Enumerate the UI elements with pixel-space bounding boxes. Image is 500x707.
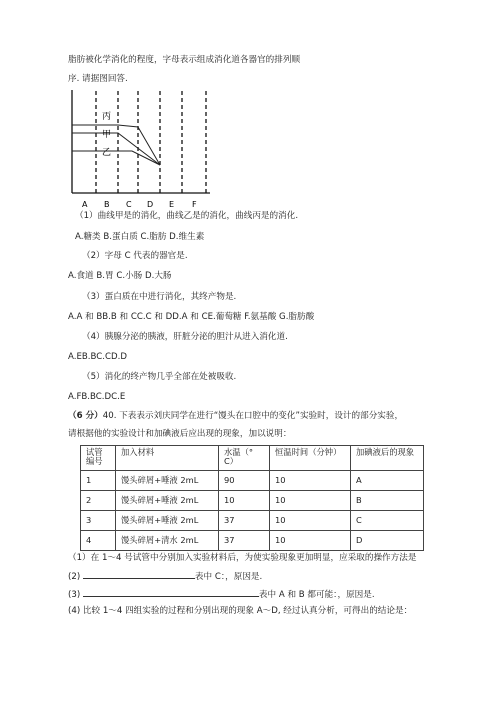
answer-2 — [68, 570, 262, 583]
curve-yi — [72, 151, 160, 165]
question-1: （1）曲线甲是的消化，曲线乙是的消化，曲线丙是的消化. — [75, 211, 299, 221]
question-2: （2）字母 C 代表的器官是. — [82, 251, 188, 261]
cell-tube: 1 — [81, 471, 116, 491]
header-material: 加入材料 — [116, 446, 219, 471]
experiment-table — [80, 445, 424, 551]
table-row — [81, 511, 424, 531]
question-2-options: A.食道 B.胃 C.小肠 D.大肠 — [68, 271, 172, 281]
table-row — [81, 491, 424, 511]
organ-label-d: D — [147, 200, 154, 209]
answer-3-blank — [83, 588, 259, 597]
answer-2-blank — [83, 570, 195, 579]
question-5: （5）消化的终产物几乎全部在处被吸收. — [82, 372, 237, 382]
cell-temp: 10 — [219, 491, 270, 511]
question-3: （3）蛋白质在中进行消化，其终产物是. — [82, 292, 237, 302]
intro-line-2: 序. 请据图回答. — [68, 74, 128, 84]
table-header-row — [81, 446, 424, 471]
cell-tube: 3 — [81, 511, 116, 531]
organ-label-b: B — [104, 200, 110, 209]
cell-material: 馒头碎屑+唾液 2mL — [116, 471, 219, 491]
answer-3 — [68, 588, 375, 601]
cell-result: A — [351, 471, 424, 491]
cell-temp: 90 — [219, 471, 270, 491]
cell-material: 馒头碎屑+唾液 2mL — [116, 511, 219, 531]
question-40-text: 40. 下表表示刘庆同学在进行“馒头在口腔中的变化”实验时，设计的部分实验， — [102, 411, 404, 421]
cell-time: 10 — [270, 511, 351, 531]
curve-label-jia: 甲 — [102, 130, 112, 140]
answer-2-number: (2) — [68, 572, 81, 582]
cell-temp: 37 — [219, 531, 270, 551]
header-constant-time: 恒温时间（分钟） — [270, 446, 351, 471]
cell-tube: 2 — [81, 491, 116, 511]
cell-temp: 37 — [219, 511, 270, 531]
header-water-temp: 水温（° C） — [219, 446, 270, 471]
header-tube-number: 试管编号 — [81, 446, 116, 471]
cell-result: D — [351, 531, 424, 551]
curve-label-yi: 乙 — [102, 148, 112, 158]
table-row — [81, 531, 424, 551]
cell-material: 馒头碎屑+唾液 2mL — [116, 491, 219, 511]
question-40-score: （6 分） — [68, 411, 103, 421]
curve-label-bing: 丙 — [102, 112, 112, 122]
question-5-options: A.FB.BC.DC.E — [68, 392, 126, 402]
organ-label-e: E — [169, 200, 175, 209]
answer-1: （1）在 1～4 号试管中分别加入实验材料后，为使实验现象更加明显，应采取的操作方法是 — [68, 553, 417, 563]
cell-time: 10 — [270, 491, 351, 511]
organ-label-c: C — [126, 200, 132, 209]
question-40-line-2: 请根据他的实验设计和加碘液后应出现的现象，加以说明： — [68, 429, 292, 439]
header-iodine-result: 加碘液后的现象 — [351, 446, 424, 471]
cell-time: 10 — [270, 471, 351, 491]
answer-4: (4) 比较 1～4 四组实验的过程和分别出现的现象 A～D, 经过认真分析，可得出的结论是： — [68, 606, 413, 616]
answer-3-number: (3) — [68, 590, 81, 600]
question-40 — [68, 411, 403, 422]
cell-material: 馒头碎屑+清水 2mL — [116, 531, 219, 551]
intro-line-1: 脂肪被化学消化的程度，字母表示组成消化道各器官的排列顺 — [68, 55, 301, 65]
cell-result: B — [351, 491, 424, 511]
question-1-options: A.糖类 B.蛋白质 C.脂肪 D.维生素 — [75, 232, 205, 242]
cell-tube: 4 — [81, 531, 116, 551]
table-row — [81, 471, 424, 491]
question-4: （4）胰腺分泌的胰液，肝脏分泌的胆汁从进入消化道. — [82, 332, 288, 342]
answer-3-text: 表中 A 和 B 都可能：，原因是. — [258, 590, 375, 600]
organ-label-a: A — [82, 200, 88, 209]
digestion-graph — [60, 85, 240, 215]
curve-bing — [72, 125, 160, 165]
organ-label-f: F — [192, 200, 197, 209]
question-4-options: A.EB.BC.CD.D — [68, 352, 127, 362]
answer-2-text: 表中 C：，原因是. — [194, 572, 263, 582]
cell-time: 10 — [270, 531, 351, 551]
curve-jia — [72, 133, 160, 165]
question-3-options: A.A 和 BB.B 和 CC.C 和 DD.A 和 CE.葡萄糖 F.氨基酸 G.脂肪酸 — [68, 312, 315, 322]
cell-result: C — [351, 511, 424, 531]
